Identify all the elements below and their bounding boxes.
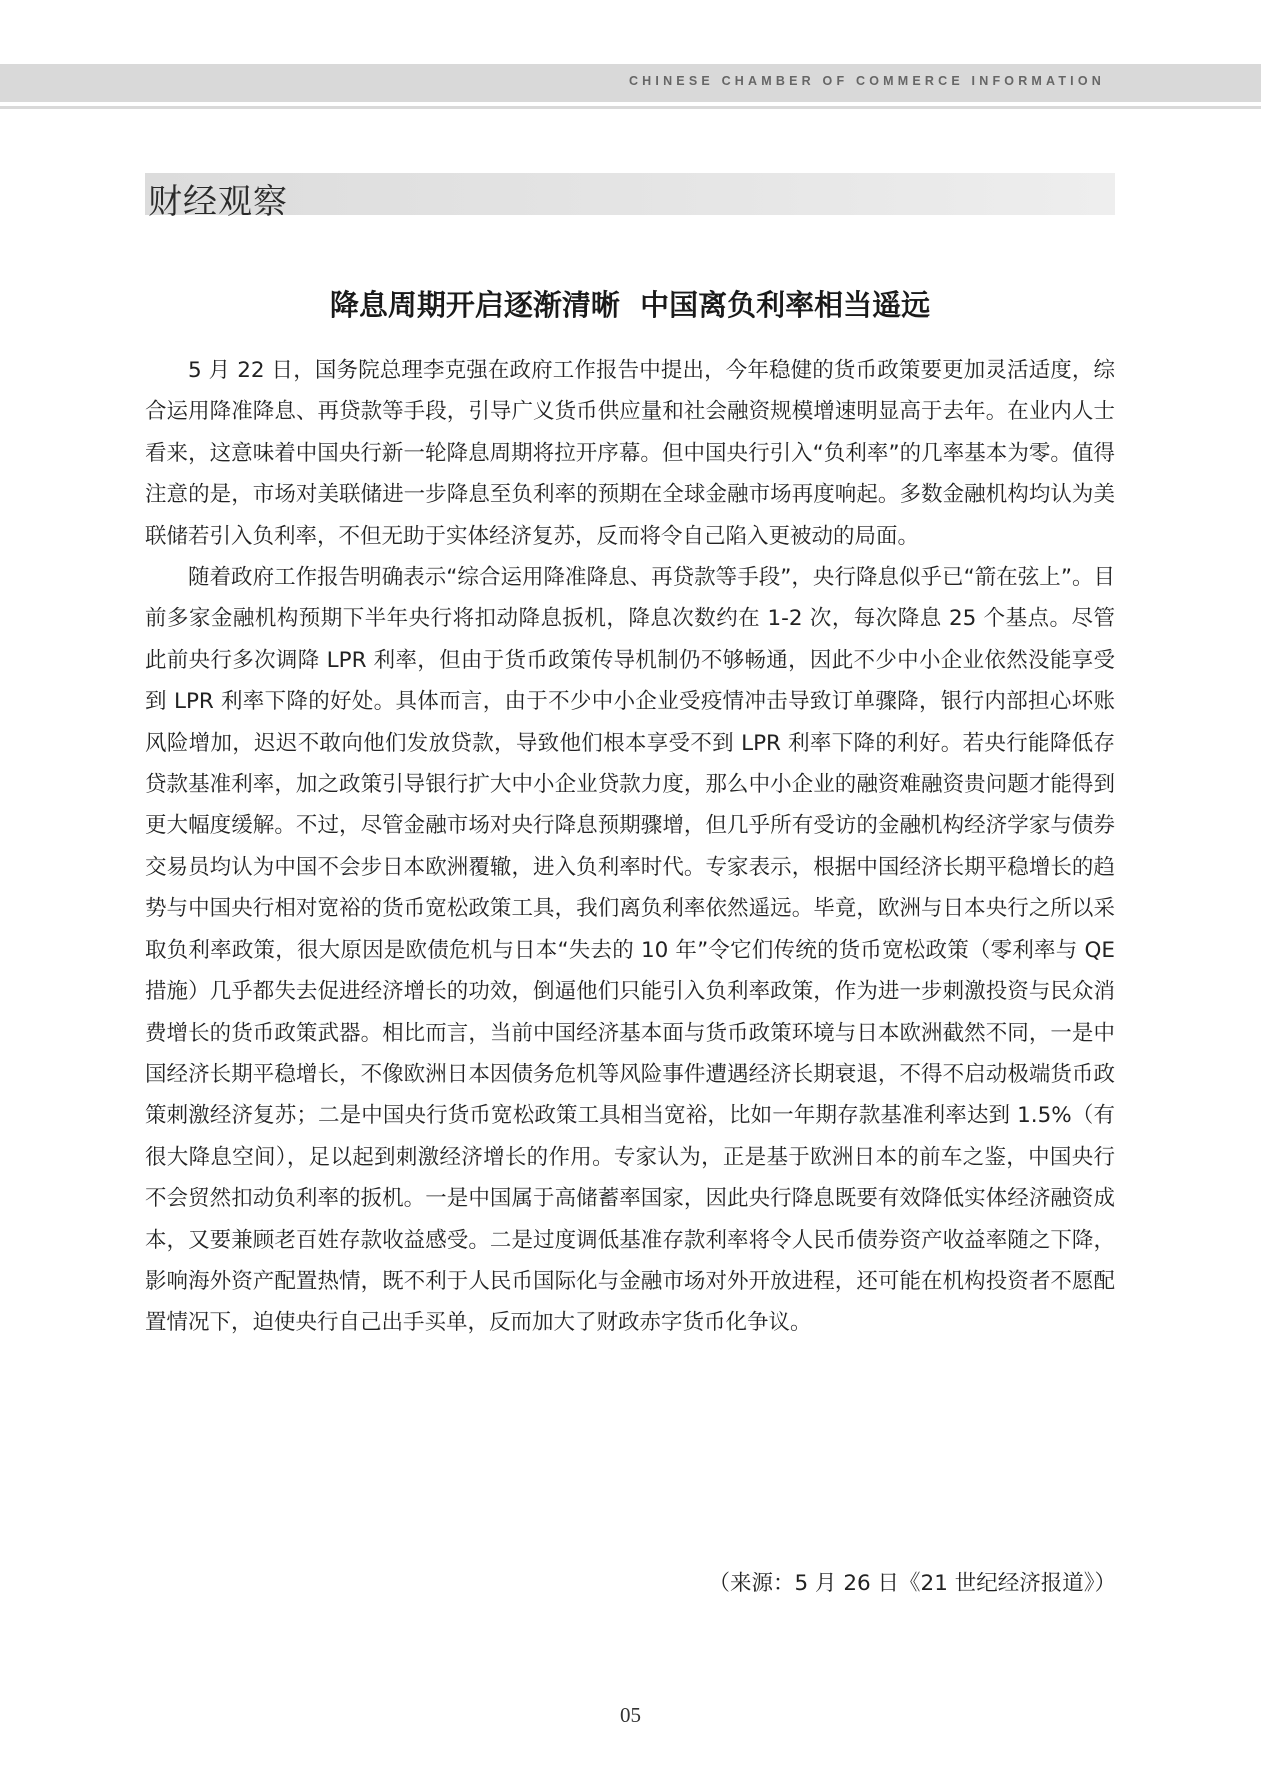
page-number: 05	[620, 1703, 641, 1727]
header-rule	[0, 106, 1261, 109]
article-paragraph: 5 月 22 日，国务院总理李克强在政府工作报告中提出，今年稳健的货币政策要更加灵活适度，综合运用降准降息、再贷款等手段，引导广义货币供应量和社会融资规模增速明显高于去年。在业内人士看来，这意味着中国央行新一轮降息周期将拉开序幕。但中国央行引入“负利率”的几率基本为零。值得注意的是，市场对美联储进一步降息至负利率的预期在全球金融市场再度响起。多数金融机构均认为美联储若引入负利率，不但无助于实体经济复苏，反而将令自己陷入更被动的局面。	[145, 358, 1115, 549]
article-title: 降息周期开启逐渐清晰 中国离负利率相当遥远	[329, 288, 931, 322]
article-source: （来源：5 月 26 日《21 世纪经济报道》）	[708, 1571, 1116, 1596]
section-bar	[145, 173, 1115, 215]
publication-name: CHINESE CHAMBER OF COMMERCE INFORMATION	[628, 74, 1105, 88]
section-title: 财经观察	[148, 182, 288, 222]
article-paragraph: 随着政府工作报告明确表示“综合运用降准降息、再贷款等手段”，央行降息似乎已“箭在弦上”。目前多家金融机构预期下半年央行将扣动降息扳机，降息次数约在 1-2 次，每次降息 25 个基点。尽管此前央行多次调降 LPR 利率，但由于货币政策传导机制仍不够畅通，因此不少中小企业依然没能享受到 LPR 利率下降的好处。具体而言，由于不少中小企业受疫情冲击导致订单骤降，银行内部担心坏账风险增加，迟迟不敢向他们发放贷款，导致他们根本享受不到 LPR 利率下降的利好。若央行能降低存贷款基准利率，加之政策引导银行扩大中小企业贷款力度，那么中小企业的融资难融资贵问题才能得到更大幅度缓解。不过，尽管金融市场对央行降息预期骤增，但几乎所有受访的金融机构经济学家与债券交易员均认为中国不会步日本欧洲覆辙，进入负利率时代。专家表示，根据中国经济长期平稳增长的趋势与中国央行相对宽裕的货币宽松政策工具，我们离负利率依然遥远。毕竟，欧洲与日本央行之所以采取负利率政策，很大原因是欧债危机与日本“失去的 10 年”令它们传统的货币宽松政策（零利率与 QE 措施）几乎都失去促进经济增长的功效，倒逼他们只能引入负利率政策，作为进一步刺激投资与民众消费增长的货币政策武器。相比而言，当前中国经济基本面与货币政策环境与日本欧洲截然不同，一是中国经济长期平稳增长，不像欧洲日本因债务危机等风险事件遭遇经济长期衰退，不得不启动极端货币政策刺激经济复苏；二是中国央行货币宽松政策工具相当宽裕，比如一年期存款基准利率达到 1.5%（有很大降息空间），足以起到刺激经济增长的作用。专家认为，正是基于欧洲日本的前车之鉴，中国央行不会贸然扣动负利率的扳机。一是中国属于高储蓄率国家，因此央行降息既要有效降低实体经济融资成本，又要兼顾老百姓存款收益感受。二是过度调低基准存款利率将令人民币债券资产收益率随之下降，影响海外资产配置热情，既不利于人民币国际化与金融市场对外开放进程，还可能在机构投资者不愿配置情况下，迫使央行自己出手买单，反而加大了财政赤字货币化争议。	[145, 565, 1115, 1336]
article-body	[145, 350, 1115, 1344]
